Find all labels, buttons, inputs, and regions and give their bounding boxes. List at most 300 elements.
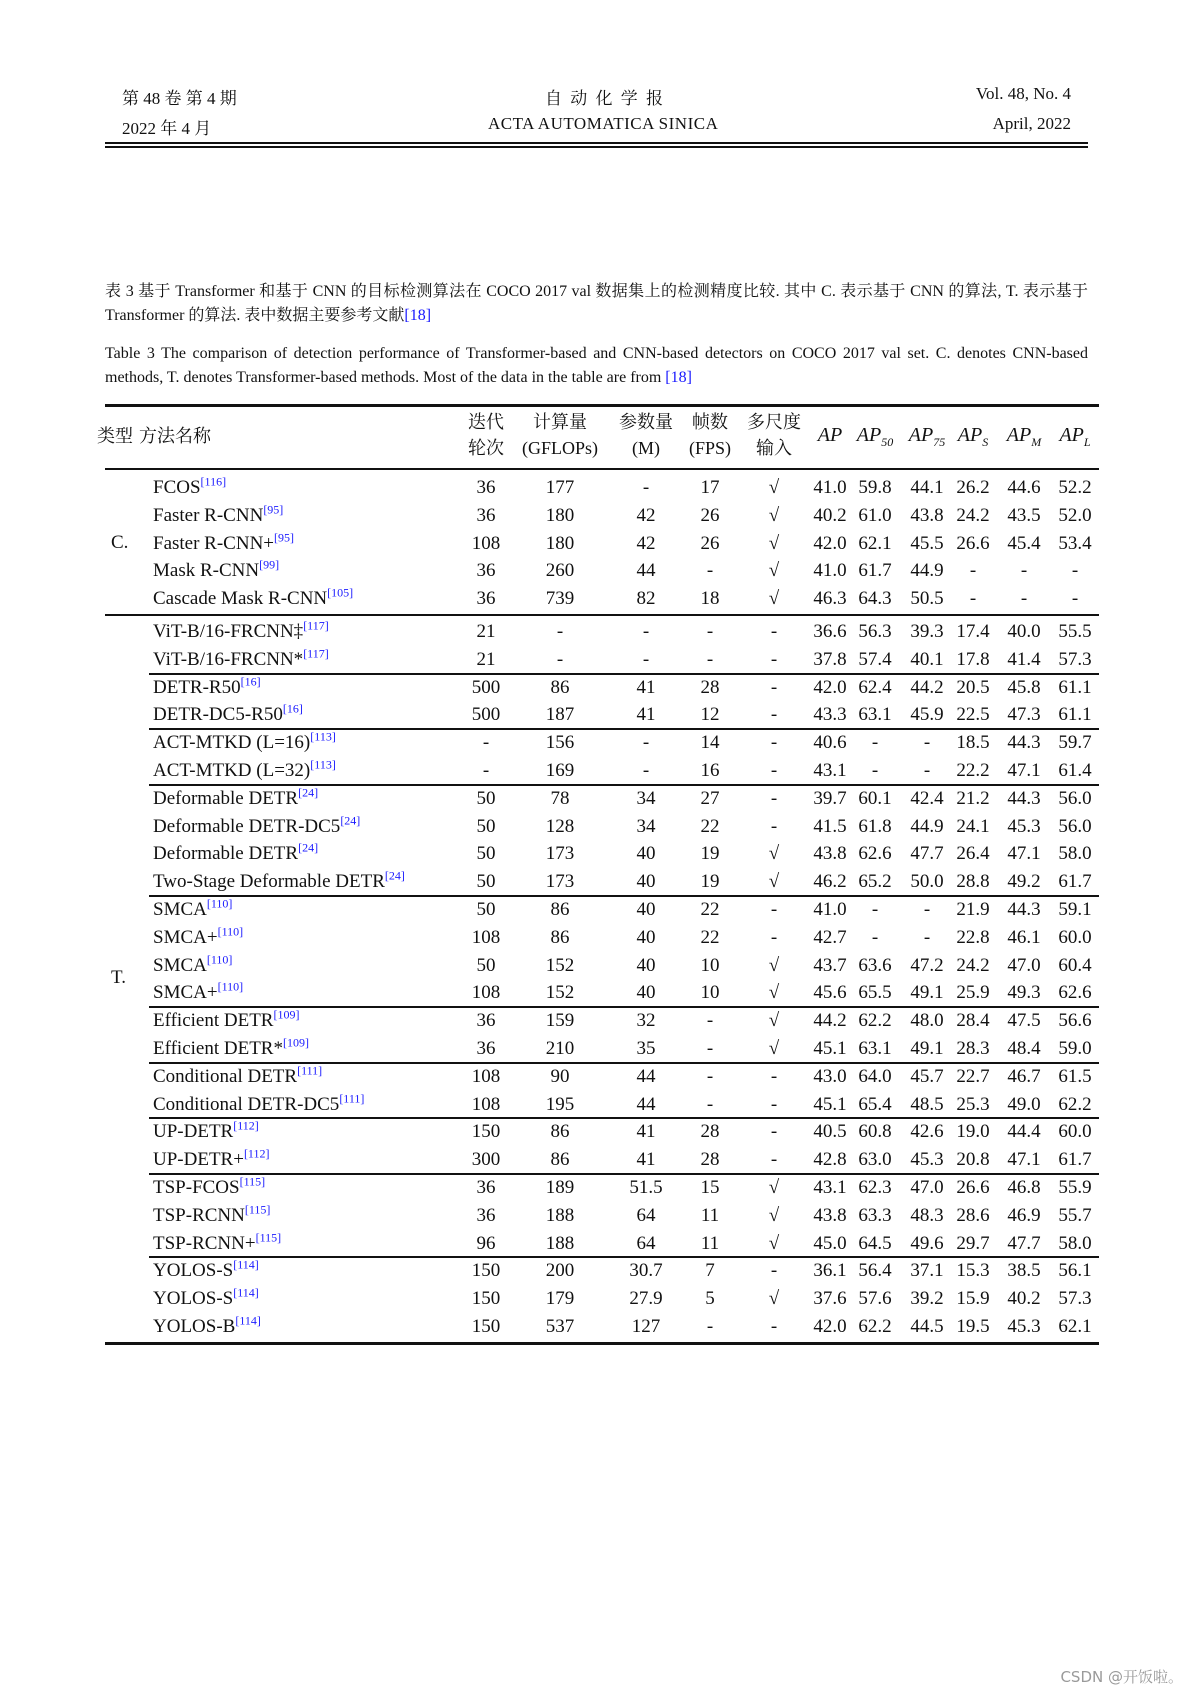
header-type: 类型 <box>97 426 133 446</box>
cell-multiscale: - <box>770 760 778 781</box>
cell-aps: 28.6 <box>956 1204 990 1226</box>
cell-params: 82 <box>636 588 656 610</box>
cell-apl: 56.6 <box>1058 1010 1092 1032</box>
method-name <box>153 785 318 813</box>
cell-params: 40 <box>636 954 656 976</box>
table-row <box>105 1118 1099 1146</box>
method-name-text: SMCA <box>153 899 207 920</box>
table-row <box>105 674 1099 702</box>
cell-epochs: 36 <box>476 560 496 582</box>
method-name <box>153 1285 259 1313</box>
citation-link[interactable]: [115] <box>239 1174 266 1189</box>
citation-link[interactable]: [117] <box>303 618 329 633</box>
method-name <box>153 1230 281 1258</box>
section-divider <box>105 614 1099 616</box>
cell-fps: 19 <box>700 843 720 865</box>
citation-link[interactable]: [110] <box>217 980 244 995</box>
cell-epochs: 50 <box>476 815 496 837</box>
cell-aps: 25.3 <box>956 1093 990 1115</box>
journal-title-zh: 自 动 化 学 报 <box>545 89 663 108</box>
cell-aps: 28.8 <box>956 871 990 893</box>
cell-gflops: 152 <box>545 954 575 976</box>
cell-apl: 60.0 <box>1058 1121 1092 1143</box>
citation-link[interactable]: [24] <box>340 813 361 828</box>
cell-apm: 49.2 <box>1007 871 1041 893</box>
cell-ap: 45.0 <box>813 1232 847 1254</box>
cell-ap50: 63.1 <box>858 704 892 726</box>
cell-fps: 11 <box>700 1204 720 1226</box>
method-name-text: UP-DETR+ <box>153 1149 244 1171</box>
cell-epochs: 50 <box>476 899 496 920</box>
method-name-text: ViT-B/16-FRCNN* <box>153 648 304 670</box>
cell-apl: 61.7 <box>1058 1149 1092 1171</box>
cell-apl: 55.5 <box>1058 621 1092 642</box>
table-row <box>105 1174 1099 1202</box>
cell-apl: 59.7 <box>1058 732 1092 754</box>
cell-aps: 24.1 <box>956 815 990 837</box>
ap-subscript: S <box>982 435 989 449</box>
cell-params: 40 <box>636 843 656 865</box>
cell-fps: - <box>706 648 714 670</box>
cell-ap75: 39.3 <box>910 621 944 642</box>
cell-aps: 19.0 <box>956 1121 990 1143</box>
table-row <box>105 1007 1099 1035</box>
cell-epochs: 500 <box>471 704 501 726</box>
cell-ap75: 45.7 <box>910 1065 944 1087</box>
cell-multiscale: √ <box>768 982 780 1004</box>
cell-aps: 24.2 <box>956 504 990 526</box>
cell-ap50: 61.7 <box>858 560 892 582</box>
citation-link[interactable]: [111] <box>297 1063 323 1078</box>
cell-multiscale: √ <box>768 1010 780 1032</box>
cell-ap: 46.3 <box>813 588 847 610</box>
header-gflops-line1: 计算量 <box>533 412 587 432</box>
cell-gflops: 188 <box>545 1232 575 1254</box>
cell-ap75: 50.0 <box>910 871 944 893</box>
cell-gflops: 537 <box>545 1316 575 1337</box>
citation-link[interactable]: [109] <box>282 1035 309 1050</box>
cell-apl: 60.4 <box>1058 954 1092 976</box>
method-name-text: DETR-DC5-R50 <box>153 704 283 726</box>
method-name <box>153 701 303 729</box>
cell-ap75: 48.3 <box>910 1204 944 1226</box>
watermark: CSDN @开饭啦。 <box>1060 1668 1183 1686</box>
cell-ap50: 56.4 <box>858 1260 892 1282</box>
cell-params: 40 <box>636 871 656 893</box>
ap-label: AP <box>957 424 983 446</box>
cell-apl: 52.2 <box>1058 477 1092 498</box>
citation-link[interactable]: [95] <box>274 530 295 545</box>
cell-apm: 47.1 <box>1007 843 1041 865</box>
method-name-text: ACT-MTKD (L=16) <box>153 732 311 754</box>
method-name <box>153 1202 270 1230</box>
cell-fps: 10 <box>700 982 720 1004</box>
cell-gflops: - <box>556 648 564 670</box>
method-name-text: Two-Stage Deformable DETR <box>153 871 385 893</box>
cell-ap50: 65.4 <box>858 1093 892 1115</box>
cell-apm: 47.3 <box>1007 704 1041 726</box>
ap-label: AP <box>856 424 882 446</box>
citation-link[interactable]: [16] <box>240 674 261 689</box>
cell-fps: - <box>706 1093 714 1115</box>
cell-params: 42 <box>636 532 656 554</box>
cell-ap: 36.6 <box>813 621 847 642</box>
cell-params: 41 <box>636 1121 656 1143</box>
ap-label: AP <box>817 424 843 446</box>
cell-apm: 47.7 <box>1007 1232 1041 1254</box>
cell-gflops: 180 <box>545 504 575 526</box>
header-multiscale-line2: 输入 <box>756 438 792 458</box>
citation-link[interactable]: [110] <box>206 952 233 967</box>
citation-link[interactable]: [99] <box>259 558 280 573</box>
cell-fps: - <box>706 1065 714 1087</box>
cell-gflops: 86 <box>550 1121 570 1143</box>
cell-apm: 46.7 <box>1007 1065 1041 1087</box>
cell-multiscale: √ <box>768 1038 780 1059</box>
cell-params: - <box>642 648 650 670</box>
header-fps-line2: (FPS) <box>688 438 732 458</box>
citation-link[interactable]: [111] <box>339 1091 365 1106</box>
cell-epochs: 36 <box>476 1177 496 1198</box>
cell-ap75: 40.1 <box>910 648 944 670</box>
cell-multiscale: √ <box>768 1288 780 1310</box>
cell-epochs: 50 <box>476 787 496 809</box>
cell-apl: 56.1 <box>1058 1260 1092 1282</box>
cell-ap: 43.1 <box>813 760 847 781</box>
cell-ap50: - <box>871 899 879 920</box>
cell-ap50: - <box>871 926 879 948</box>
caption-en-ref-link[interactable]: [18] <box>665 369 692 386</box>
cell-epochs: - <box>482 732 490 754</box>
cell-apm: - <box>1020 588 1028 610</box>
table-row <box>105 1285 1099 1313</box>
cell-epochs: 108 <box>471 532 501 554</box>
cell-multiscale: - <box>770 899 778 920</box>
method-name-text: YOLOS-S <box>153 1288 234 1310</box>
cell-aps: 29.7 <box>956 1232 990 1254</box>
cell-aps: 20.5 <box>956 676 990 698</box>
method-name <box>153 530 294 558</box>
cell-apl: 61.5 <box>1058 1065 1092 1087</box>
cell-gflops: 128 <box>545 815 575 837</box>
method-name-text: Faster R-CNN <box>153 504 264 526</box>
citation-link[interactable]: [112] <box>233 1119 259 1134</box>
cell-ap50: 63.3 <box>858 1204 892 1226</box>
method-name-text: Mask R-CNN <box>153 560 260 582</box>
cell-fps: - <box>706 560 714 582</box>
cell-ap75: 49.6 <box>910 1232 944 1254</box>
cell-epochs: 150 <box>471 1316 501 1337</box>
cell-ap50: 57.4 <box>858 648 892 670</box>
method-name-text: Conditional DETR <box>153 1065 298 1087</box>
cell-ap75: 42.6 <box>910 1121 944 1143</box>
cell-aps: 24.2 <box>956 954 990 976</box>
cell-gflops: 78 <box>550 787 570 809</box>
ap-subscript: 75 <box>933 435 946 449</box>
method-name <box>153 896 232 924</box>
cell-ap50: 65.2 <box>858 871 892 893</box>
cell-params: - <box>642 732 650 754</box>
cell-params: 34 <box>636 815 656 837</box>
cell-fps: - <box>706 1316 714 1337</box>
method-name <box>153 557 279 585</box>
cell-multiscale: √ <box>768 1177 780 1198</box>
cell-multiscale: √ <box>768 871 780 893</box>
cell-params: 27.9 <box>629 1288 663 1310</box>
cell-aps: 21.9 <box>956 899 990 920</box>
cell-ap50: 57.6 <box>858 1288 892 1310</box>
table-row <box>105 557 1099 585</box>
cell-fps: 16 <box>700 760 720 781</box>
cell-ap50: - <box>871 760 879 781</box>
cell-multiscale: √ <box>768 532 780 554</box>
cell-apl: 62.1 <box>1058 1316 1092 1337</box>
cell-multiscale: - <box>770 787 778 809</box>
cell-multiscale: √ <box>768 1232 780 1254</box>
table-row <box>105 979 1099 1007</box>
cell-apm: 47.5 <box>1007 1010 1041 1032</box>
cell-apl: 62.6 <box>1058 982 1092 1004</box>
table-row <box>105 729 1099 757</box>
cell-ap: 37.8 <box>813 648 847 670</box>
method-name <box>153 1118 259 1146</box>
cell-ap: 43.8 <box>813 1204 847 1226</box>
method-name-text: SMCA+ <box>153 982 218 1004</box>
cell-ap75: - <box>923 899 931 920</box>
cell-ap75: 48.5 <box>910 1093 944 1115</box>
cell-ap50: 62.3 <box>858 1177 892 1198</box>
table-row <box>105 1230 1099 1258</box>
header-gflops-line2: (GFLOPs) <box>521 438 598 458</box>
cell-gflops: 195 <box>545 1093 575 1115</box>
cell-epochs: 108 <box>471 982 501 1004</box>
cell-aps: 25.9 <box>956 982 990 1004</box>
cell-apl: 62.2 <box>1058 1093 1092 1115</box>
citation-link[interactable]: [105] <box>327 585 354 600</box>
cell-apm: - <box>1020 560 1028 582</box>
cell-params: 40 <box>636 982 656 1004</box>
cell-multiscale: √ <box>768 560 780 582</box>
cell-ap: 41.0 <box>813 477 847 498</box>
method-name <box>153 840 318 868</box>
method-name-text: ViT-B/16-FRCNN‡ <box>153 621 304 642</box>
method-name <box>153 1035 309 1063</box>
method-name-text: Conditional DETR-DC5 <box>153 1093 340 1115</box>
table-row <box>105 952 1099 980</box>
cell-params: 32 <box>636 1010 656 1032</box>
citation-link[interactable]: [109] <box>273 1007 300 1022</box>
cell-gflops: 188 <box>545 1204 575 1226</box>
method-name-text: Efficient DETR <box>153 1010 274 1032</box>
citation-link[interactable]: [24] <box>298 785 319 800</box>
cell-apl: - <box>1071 588 1079 610</box>
table-row <box>105 585 1099 613</box>
citation-link[interactable]: [95] <box>263 502 284 517</box>
method-name <box>153 1174 265 1202</box>
citation-link[interactable]: [114] <box>233 1285 259 1300</box>
cell-ap: 45.6 <box>813 982 847 1004</box>
method-name-text: TSP-RCNN <box>153 1204 245 1226</box>
cell-ap50: 61.8 <box>858 815 892 837</box>
header-fps-line1: 帧数 <box>692 412 728 432</box>
table-row <box>105 1146 1099 1174</box>
caption-zh-ref-link[interactable]: [18] <box>404 307 432 324</box>
cell-apm: 44.6 <box>1007 477 1041 498</box>
cell-apm: 45.3 <box>1007 1316 1041 1337</box>
cell-aps: 22.7 <box>956 1065 990 1087</box>
cell-apm: 44.3 <box>1007 732 1041 754</box>
citation-link[interactable]: [24] <box>298 841 319 856</box>
cell-gflops: 210 <box>545 1038 575 1059</box>
method-name-text: Efficient DETR* <box>153 1038 283 1059</box>
cell-ap: 42.8 <box>813 1149 847 1171</box>
cell-params: 42 <box>636 504 656 526</box>
cell-fps: 22 <box>700 899 720 920</box>
cell-ap: 40.5 <box>813 1121 847 1143</box>
citation-link[interactable]: [112] <box>243 1146 270 1161</box>
cell-gflops: 86 <box>550 926 570 948</box>
cell-params: 44 <box>636 1065 656 1087</box>
cell-ap: 43.7 <box>813 954 847 976</box>
citation-link[interactable]: [110] <box>217 924 244 939</box>
cell-gflops: 173 <box>545 871 575 893</box>
cell-ap: 42.0 <box>813 532 847 554</box>
citation-link[interactable]: [114] <box>235 1313 261 1328</box>
cell-fps: - <box>706 621 714 642</box>
method-name <box>153 952 232 980</box>
cell-apm: 47.0 <box>1007 954 1041 976</box>
method-name <box>153 502 283 530</box>
cell-gflops: 180 <box>545 532 575 554</box>
cell-aps: 17.8 <box>956 648 990 670</box>
citation-link[interactable]: [110] <box>206 896 233 911</box>
cell-epochs: 36 <box>476 477 496 498</box>
cell-multiscale: - <box>770 1065 778 1087</box>
method-name-text: FCOS <box>153 477 201 498</box>
cell-ap: 36.1 <box>813 1260 847 1282</box>
cell-multiscale: - <box>770 648 778 670</box>
cell-apm: 46.8 <box>1007 1177 1041 1198</box>
cell-aps: 28.3 <box>956 1038 990 1059</box>
cell-ap75: 47.0 <box>910 1177 944 1198</box>
header-bottom-rule <box>105 468 1099 470</box>
table-row <box>105 1035 1099 1063</box>
cell-apl: 57.3 <box>1058 648 1092 670</box>
citation-link[interactable]: [116] <box>200 474 227 489</box>
cell-fps: 26 <box>700 504 720 526</box>
citation-link[interactable]: [24] <box>384 868 405 883</box>
table-row <box>105 530 1099 558</box>
cell-apl: 61.1 <box>1058 676 1092 698</box>
citation-link[interactable]: [114] <box>233 1258 259 1273</box>
cell-ap: 43.8 <box>813 843 847 865</box>
cell-apl: - <box>1071 560 1079 582</box>
cell-gflops: 86 <box>550 676 570 698</box>
cell-apl: 52.0 <box>1058 504 1092 526</box>
cell-apl: 56.0 <box>1058 815 1092 837</box>
method-name-text: SMCA <box>153 954 207 976</box>
cell-multiscale: - <box>770 1316 778 1337</box>
cell-fps: 28 <box>700 1121 720 1143</box>
method-name <box>153 979 243 1007</box>
citation-link[interactable]: [16] <box>282 702 303 717</box>
cell-ap: 40.2 <box>813 504 847 526</box>
cell-multiscale: - <box>770 1149 778 1171</box>
cell-apl: 61.7 <box>1058 871 1092 893</box>
cell-epochs: 36 <box>476 1010 496 1032</box>
cell-ap: 41.0 <box>813 899 847 920</box>
table-row <box>105 474 1099 502</box>
header-epochs-line2: 轮次 <box>468 438 504 458</box>
cell-ap75: 45.9 <box>910 704 944 726</box>
cell-apm: 46.1 <box>1007 926 1041 948</box>
cell-params: 41 <box>636 1149 656 1171</box>
cell-ap50: 60.1 <box>858 787 892 809</box>
cell-params: 30.7 <box>629 1260 663 1282</box>
cell-aps: - <box>969 588 977 610</box>
citation-link[interactable]: [115] <box>244 1202 271 1217</box>
cell-apm: 40.2 <box>1007 1288 1041 1310</box>
method-name <box>153 674 261 702</box>
cell-params: - <box>642 621 650 642</box>
cell-ap50: 60.8 <box>858 1121 892 1143</box>
cell-ap50: 62.4 <box>858 676 892 698</box>
cell-apm: 46.9 <box>1007 1204 1041 1226</box>
table-row <box>105 1257 1099 1285</box>
cell-params: 34 <box>636 787 656 809</box>
cell-ap50: 56.3 <box>858 621 892 642</box>
cell-multiscale: - <box>770 815 778 837</box>
cell-apl: 61.4 <box>1058 760 1092 781</box>
method-name-text: UP-DETR <box>153 1121 234 1143</box>
cell-ap75: 47.2 <box>910 954 944 976</box>
table-row <box>105 757 1099 785</box>
cell-epochs: 36 <box>476 504 496 526</box>
citation-link[interactable]: [115] <box>255 1230 282 1245</box>
cell-params: 64 <box>636 1204 656 1226</box>
cell-fps: 15 <box>700 1177 720 1198</box>
citation-link[interactable]: [113] <box>310 757 336 772</box>
cell-gflops: 739 <box>545 588 575 610</box>
citation-link[interactable]: [117] <box>303 646 329 661</box>
cell-fps: 19 <box>700 871 720 893</box>
cell-params: 64 <box>636 1232 656 1254</box>
caption-en: Table 3 The comparison of detection performance of Transformer-based and CNN-based detectors on COCO 2017 val set. C. denotes CNN-based methods, T. denotes Transformer-based methods. Most of the data in the table are from [18] <box>105 345 1088 386</box>
cell-gflops: 86 <box>550 899 570 920</box>
method-name-text: TSP-FCOS <box>153 1177 240 1198</box>
cell-params: 127 <box>631 1316 661 1337</box>
cell-params: 35 <box>636 1038 656 1059</box>
header-method: 方法名称 <box>139 426 211 446</box>
cell-apm: 45.3 <box>1007 815 1041 837</box>
ap-subscript: 50 <box>881 435 894 449</box>
citation-link[interactable]: [113] <box>310 729 336 744</box>
table-row <box>105 618 1099 646</box>
cell-apm: 44.3 <box>1007 899 1041 920</box>
cell-apl: 58.0 <box>1058 843 1092 865</box>
table-bottom-rule <box>105 1342 1099 1345</box>
cell-gflops: 260 <box>545 560 575 582</box>
header-params-line2: (M) <box>632 438 660 458</box>
cell-aps: 15.9 <box>956 1288 990 1310</box>
method-name <box>153 924 243 952</box>
cell-epochs: - <box>482 760 490 781</box>
cell-ap: 42.0 <box>813 676 847 698</box>
table-row <box>105 924 1099 952</box>
cell-ap: 41.0 <box>813 560 847 582</box>
cell-ap50: 62.2 <box>858 1316 892 1337</box>
method-name <box>153 474 226 502</box>
